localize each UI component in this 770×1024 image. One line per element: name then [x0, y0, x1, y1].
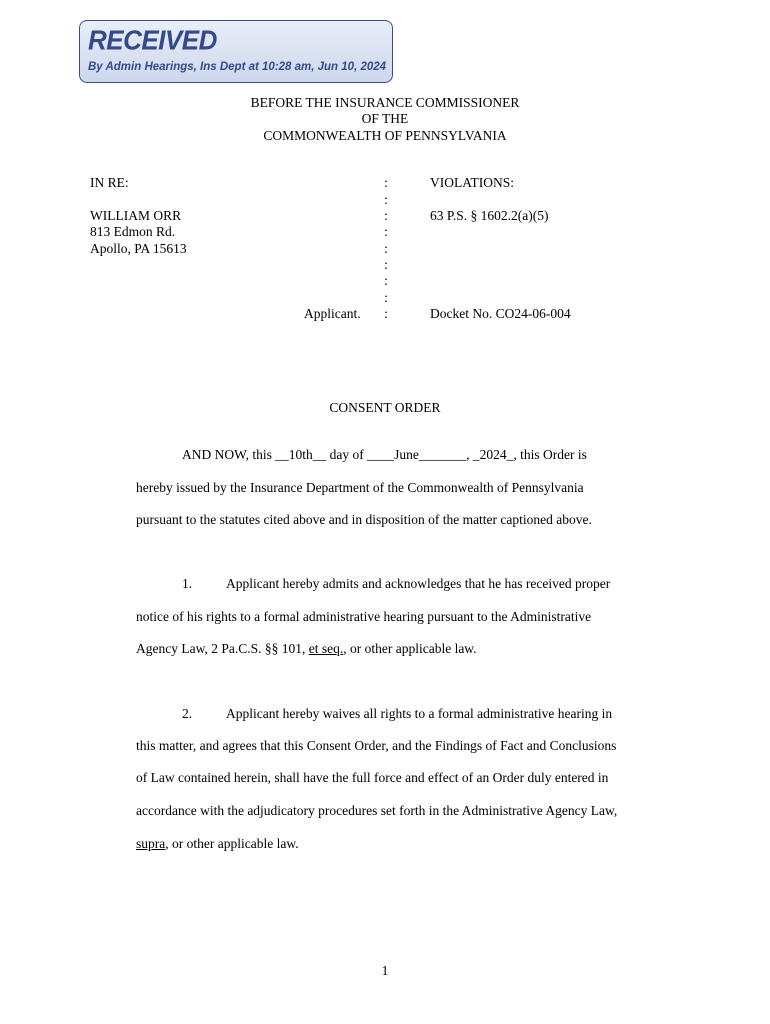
heading-line-1: BEFORE THE INSURANCE COMMISSIONER [250, 95, 520, 110]
paragraph-2-line-2: this matter, and agrees that this Consent Order, and the Findings of Fact and Conclusions [136, 738, 617, 753]
paragraph-1-number: 1. [182, 576, 193, 591]
violation-statute: 63 P.S. § 1602.2(a)(5) [430, 208, 549, 223]
month-fill: ____June_______ [367, 447, 467, 462]
paragraph-1-line-1: Applicant hereby admits and acknowledges that he has received proper [226, 576, 611, 591]
year-fill: _2024_ [472, 447, 514, 462]
violations-label: VIOLATIONS: [430, 175, 514, 190]
intro-text: AND NOW, this [182, 447, 272, 462]
caption-colon: : [384, 192, 388, 207]
paragraph-2-line-4: accordance with the adjudicatory procedures set forth in the Administrative Agency Law, [136, 803, 618, 818]
text: , or other applicable law. [343, 641, 477, 656]
intro-comma: , [466, 447, 470, 462]
day-fill: __10th__ [275, 447, 327, 462]
paragraph-2-line-1: Applicant hereby waives all rights to a formal administrative hearing in [226, 706, 613, 721]
received-stamp [79, 20, 393, 83]
applicant-label: Applicant. [304, 306, 361, 321]
respondent-address-2: Apollo, PA 15613 [90, 241, 187, 256]
in-re-label: IN RE: [90, 175, 129, 190]
paragraph-2-line-3: of Law contained herein, shall have the full force and effect of an Order duly entered in [136, 770, 609, 785]
intro-text: , this Order is [513, 447, 587, 462]
caption-colon: : [384, 273, 388, 288]
caption-colon: : [384, 208, 388, 223]
caption-colon: : [384, 257, 388, 272]
et-seq: et seq. [308, 641, 344, 656]
paragraph-2-line-5 [136, 836, 299, 852]
page-number: 1 [381, 963, 389, 978]
text: , or other applicable law. [165, 836, 299, 851]
respondent-address-1: 813 Edmon Rd. [90, 224, 176, 239]
heading-line-2: OF THE [361, 111, 409, 126]
caption-colon: : [384, 175, 388, 190]
caption-colon: : [384, 290, 388, 305]
order-intro-line-2: hereby issued by the Insurance Department of the Commonwealth of Pennsylvania [136, 480, 584, 495]
text: Agency Law, 2 Pa.C.S. §§ 101, [136, 641, 309, 656]
caption-colon: : [384, 241, 388, 256]
stamp-title: RECEIVED [88, 24, 217, 56]
caption-colon: : [384, 224, 388, 239]
paragraph-1-line-2: notice of his rights to a formal administrative hearing pursuant to the Administrative [136, 609, 592, 624]
stamp-received-line: By Admin Hearings, Ins Dept at 10:28 am, Jun 10, 2024 [88, 61, 387, 73]
order-intro-line-3: pursuant to the statutes cited above and in disposition of the matter captioned above. [136, 512, 592, 527]
intro-text: day of [329, 447, 364, 462]
document-title: CONSENT ORDER [329, 400, 441, 415]
respondent-name: WILLIAM ORR [90, 208, 182, 223]
heading-line-3: COMMONWEALTH OF PENNSYLVANIA [263, 128, 507, 143]
order-intro-line-1 [182, 447, 587, 463]
caption-colon: : [384, 306, 388, 321]
paragraph-2-number: 2. [182, 706, 193, 721]
docket-number: Docket No. CO24-06-004 [430, 306, 571, 321]
supra: supra [136, 836, 166, 851]
paragraph-1-line-3 [136, 641, 477, 657]
